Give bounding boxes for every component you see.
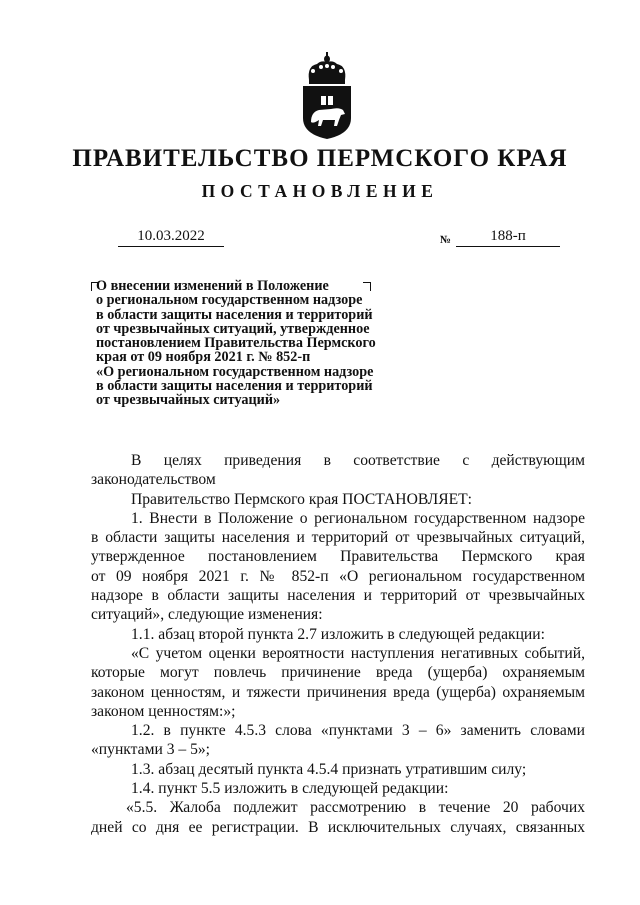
subject-line: края от 09 ноября 2021 г. № 852-п bbox=[96, 349, 311, 366]
subject-line: от чрезвычайных ситуаций, утвержденное bbox=[96, 320, 370, 337]
body-line: В целях приведения в соответствие с действующим bbox=[131, 452, 585, 469]
subject-line: постановлением Правительства Пермского bbox=[96, 335, 376, 352]
body-line: законом ценностям:»; bbox=[91, 702, 236, 720]
body-line: дней со дня ее регистрации. В исключительных случаях, связанных bbox=[91, 818, 585, 836]
body-line: «С учетом оценки вероятности наступления негативных событий, bbox=[131, 644, 585, 662]
body-line: Правительство Пермского края ПОСТАНОВЛЯЕТ: bbox=[131, 490, 472, 508]
government-title: ПРАВИТЕЛЬСТВО ПЕРМСКОГО КРАЯ bbox=[72, 145, 568, 172]
body-line: 1. Внести в Положение о региональном государственном надзоре bbox=[131, 509, 585, 527]
perm-krai-coat-of-arms-icon bbox=[301, 52, 353, 140]
body-line: от 09 ноября 2021 г. № 852-п «О региональном государственном bbox=[91, 567, 585, 585]
subject-line: «О региональном государственном надзоре bbox=[96, 363, 374, 380]
body-line: законодательством bbox=[91, 471, 216, 489]
subject-line: от чрезвычайных ситуаций» bbox=[96, 392, 281, 409]
subject-line: о региональном государственном надзоре bbox=[96, 292, 363, 309]
document-subject bbox=[96, 279, 396, 408]
document-number: 188-п bbox=[456, 228, 560, 247]
body-line: в области защиты населения и территорий от чрезвычайных ситуаций, bbox=[91, 529, 585, 547]
body-line: «пунктами 3 – 5»; bbox=[91, 741, 211, 759]
body-line: 1.3. абзац десятый пункта 4.5.4 признать утратившим силу; bbox=[131, 760, 527, 778]
body-line: утвержденное постановлением Правительства Пермского края bbox=[91, 548, 585, 566]
body-line: законом ценностям, и тяжести причинения вреда (ущерба) охраняемым bbox=[91, 683, 585, 701]
subject-line: О внесении изменений в Положение bbox=[96, 278, 329, 294]
body-line: «5.5. Жалоба подлежит рассмотрению в течение 20 рабочих bbox=[126, 799, 585, 817]
body-line: 1.4. пункт 5.5 изложить в следующей редакции: bbox=[131, 780, 449, 798]
document-type: ПОСТАНОВЛЕНИЕ bbox=[201, 181, 439, 201]
body-line: 1.2. в пункте 4.5.3 слова «пунктами 3 – 6» заменить словами bbox=[131, 722, 585, 740]
body-line: ситуаций», следующие изменения: bbox=[91, 606, 323, 624]
subject-line: в области защиты населения и территорий bbox=[96, 306, 373, 323]
subject-line: в области защиты населения и территорий bbox=[96, 378, 373, 395]
body-line: которые могут повлечь причинение вреда (ущерба) охраняемым bbox=[91, 664, 585, 682]
body-line: надзоре в области защиты населения и территорий от чрезвычайных bbox=[91, 587, 585, 605]
body-line: 1.1. абзац второй пункта 2.7 изложить в следующей редакции: bbox=[131, 625, 545, 643]
document-body bbox=[91, 451, 585, 837]
number-label: № bbox=[440, 234, 452, 246]
document-date: 10.03.2022 bbox=[118, 228, 224, 247]
